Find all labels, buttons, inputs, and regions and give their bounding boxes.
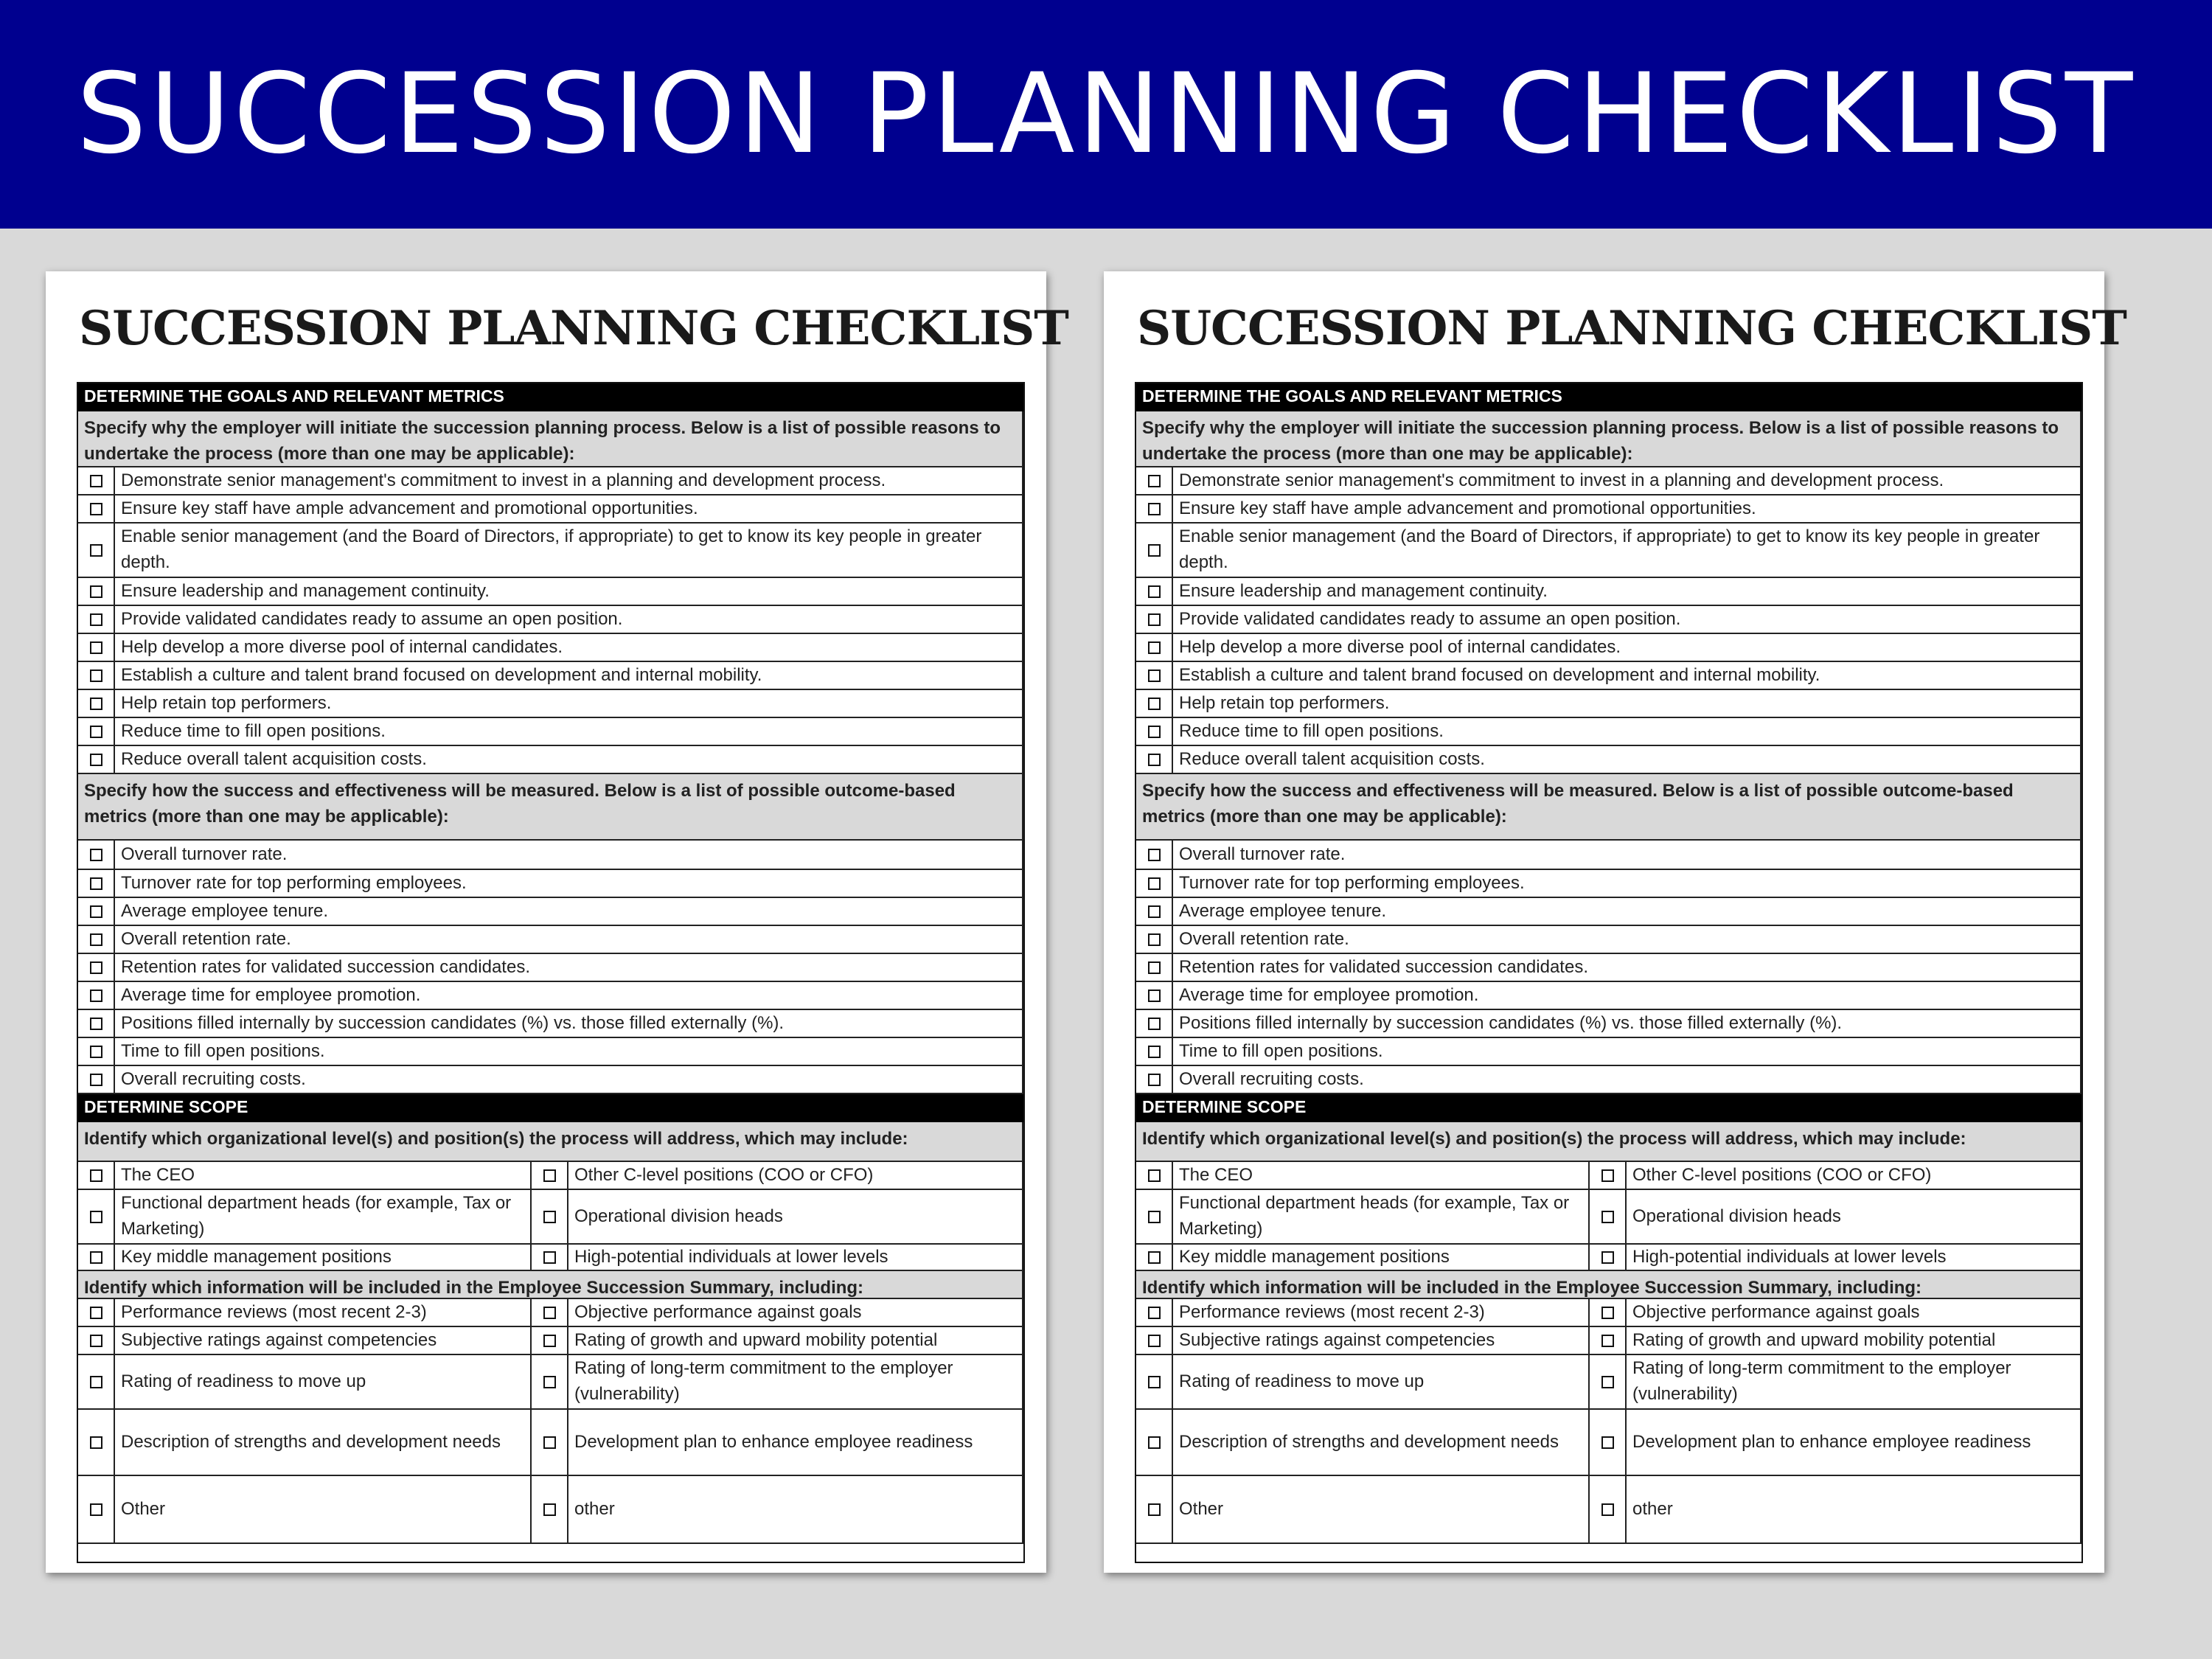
section-instructions: Specify why the employer will initiate the succession planning process. Below is a list of possible reasons to undertake the process (more than one may be applicable): <box>78 411 1023 467</box>
checkbox-icon[interactable] <box>543 1169 556 1182</box>
checkbox-cell[interactable] <box>532 1410 568 1476</box>
checkbox-cell[interactable] <box>1590 1162 1627 1190</box>
checkbox-icon[interactable] <box>90 1074 102 1086</box>
section-header: DETERMINE THE GOALS AND RELEVANT METRICS <box>1136 383 2081 411</box>
section-header: DETERMINE SCOPE <box>78 1094 1023 1122</box>
checklist-item: Help develop a more diverse pool of internal candidates. <box>1173 634 2081 662</box>
checkbox-cell[interactable] <box>78 1190 115 1245</box>
checkbox-icon[interactable] <box>1148 1074 1161 1086</box>
checklist-item: Help retain top performers. <box>115 690 1023 718</box>
checklist-item: Overall turnover rate. <box>115 841 1023 870</box>
checkbox-icon[interactable] <box>1601 1307 1614 1319</box>
checkbox-icon[interactable] <box>90 503 102 515</box>
checkbox-cell[interactable] <box>532 1476 568 1544</box>
checklist-item: Retention rates for validated succession candidates. <box>1173 954 2081 982</box>
checklist-item: Enable senior management (and the Board of Directors, if appropriate) to get to know its key people in greater depth. <box>1173 524 2081 578</box>
checklist-item: Reduce overall talent acquisition costs. <box>1173 746 2081 774</box>
checkbox-icon[interactable] <box>90 641 102 654</box>
checkbox-cell[interactable] <box>532 1299 568 1327</box>
checkbox-cell[interactable] <box>78 1410 115 1476</box>
checkbox-icon[interactable] <box>1148 503 1161 515</box>
checkbox-icon[interactable] <box>90 990 102 1002</box>
checkbox-cell[interactable] <box>1136 606 1173 634</box>
checkbox-icon[interactable] <box>1148 1046 1161 1058</box>
banner-title: SUCCESSION PLANNING CHECKLIST <box>76 50 2136 178</box>
checkbox-cell[interactable] <box>1136 718 1173 746</box>
checkbox-cell[interactable] <box>1136 841 1173 870</box>
checklist-item: Turnover rate for top performing employees. <box>1173 870 2081 898</box>
checkbox-cell[interactable] <box>78 1010 115 1038</box>
checkbox-icon[interactable] <box>90 585 102 598</box>
checkbox-cell[interactable] <box>1136 662 1173 690</box>
checkbox-cell[interactable] <box>1136 467 1173 495</box>
checklist-item: Overall turnover rate. <box>1173 841 2081 870</box>
checkbox-cell[interactable] <box>1136 982 1173 1010</box>
checkbox-icon[interactable] <box>90 905 102 918</box>
checklist-item: Description of strengths and development needs <box>115 1410 532 1476</box>
checklist-item: Key middle management positions <box>115 1245 532 1271</box>
checkbox-icon[interactable] <box>543 1211 556 1223</box>
section-instructions: Identify which information will be included in the Employee Succession Summary, including: <box>1136 1271 2081 1299</box>
checkbox-cell[interactable] <box>1136 495 1173 524</box>
checklist-item: Functional department heads (for example, Tax or Marketing) <box>115 1190 532 1245</box>
checkbox-icon[interactable] <box>90 1307 102 1319</box>
checklist-item: Overall retention rate. <box>1173 926 2081 954</box>
checkbox-icon[interactable] <box>90 1376 102 1388</box>
checkbox-icon[interactable] <box>1601 1335 1614 1347</box>
checklist-item: Other C-level positions (COO or CFO) <box>1627 1162 2081 1190</box>
checklist-item: Reduce time to fill open positions. <box>1173 718 2081 746</box>
checklist-item: Overall recruiting costs. <box>1173 1066 2081 1094</box>
checklist-preview-left <box>46 271 1068 1573</box>
checkbox-icon[interactable] <box>1148 1018 1161 1030</box>
checkbox-icon[interactable] <box>1148 1376 1161 1388</box>
checklist-item: Performance reviews (most recent 2-3) <box>1173 1299 1590 1327</box>
section-instructions: Identify which information will be included in the Employee Succession Summary, including: <box>78 1271 1023 1299</box>
checkbox-icon[interactable] <box>1148 641 1161 654</box>
checklist-item: Objective performance against goals <box>1627 1299 2081 1327</box>
checkbox-cell[interactable] <box>78 982 115 1010</box>
checkbox-cell[interactable] <box>78 746 115 774</box>
checklist-item: Rating of growth and upward mobility potential <box>1627 1327 2081 1355</box>
section-instructions: Identify which organizational level(s) and position(s) the process will address, which may include: <box>1136 1122 2081 1162</box>
checklist-item: Subjective ratings against competencies <box>1173 1327 1590 1355</box>
checkbox-icon[interactable] <box>90 1335 102 1347</box>
checkbox-icon[interactable] <box>1148 961 1161 974</box>
checklist-item: Average time for employee promotion. <box>1173 982 2081 1010</box>
checkbox-icon[interactable] <box>1148 669 1161 682</box>
checkbox-icon[interactable] <box>1148 905 1161 918</box>
checkbox-cell[interactable] <box>1136 1355 1173 1410</box>
checklist-item: Key middle management positions <box>1173 1245 1590 1271</box>
checklist-table <box>77 382 1025 1563</box>
checkbox-cell[interactable] <box>78 1066 115 1094</box>
checkbox-cell[interactable] <box>1590 1190 1627 1245</box>
checklist-item: Rating of long-term commitment to the employer (vulnerability) <box>1627 1355 2081 1410</box>
checkbox-icon[interactable] <box>90 669 102 682</box>
checklist-item: Reduce overall talent acquisition costs. <box>115 746 1023 774</box>
checkbox-cell[interactable] <box>532 1190 568 1245</box>
checkbox-icon[interactable] <box>90 877 102 890</box>
checkbox-cell[interactable] <box>1136 1476 1173 1544</box>
checkbox-icon[interactable] <box>90 1436 102 1449</box>
checkbox-icon[interactable] <box>1601 1211 1614 1223</box>
checklist-item: High-potential individuals at lower levels <box>568 1245 1023 1271</box>
checkbox-cell[interactable] <box>78 606 115 634</box>
checkbox-cell[interactable] <box>1136 746 1173 774</box>
checkbox-icon[interactable] <box>90 1046 102 1058</box>
checkbox-icon[interactable] <box>1148 1436 1161 1449</box>
checkbox-cell[interactable] <box>1136 690 1173 718</box>
checkbox-icon[interactable] <box>1148 1211 1161 1223</box>
checklist-item: other <box>1627 1476 2081 1544</box>
checkbox-cell[interactable] <box>78 524 115 578</box>
checkbox-icon[interactable] <box>1148 475 1161 487</box>
checklist-item: Time to fill open positions. <box>115 1038 1023 1066</box>
checklist-item: Average time for employee promotion. <box>115 982 1023 1010</box>
section-instructions: Identify which organizational level(s) and position(s) the process will address, which may include: <box>78 1122 1023 1162</box>
checkbox-icon[interactable] <box>543 1436 556 1449</box>
checkbox-icon[interactable] <box>90 754 102 766</box>
checklist-item: Overall retention rate. <box>115 926 1023 954</box>
checkbox-icon[interactable] <box>1601 1436 1614 1449</box>
checkbox-icon[interactable] <box>90 849 102 861</box>
section-instructions: Specify why the employer will initiate the succession planning process. Below is a list of possible reasons to undertake the process (more than one may be applicable): <box>1136 411 2081 467</box>
checkbox-cell[interactable] <box>1136 1327 1173 1355</box>
checklist-item: Help develop a more diverse pool of internal candidates. <box>115 634 1023 662</box>
checkbox-cell[interactable] <box>1590 1327 1627 1355</box>
checklist-item: Provide validated candidates ready to assume an open position. <box>1173 606 2081 634</box>
checkbox-cell[interactable] <box>1590 1355 1627 1410</box>
checkbox-cell[interactable] <box>78 954 115 982</box>
checkbox-cell[interactable] <box>1136 1245 1173 1271</box>
checklist-item: The CEO <box>115 1162 532 1190</box>
checkbox-cell[interactable] <box>1136 1010 1173 1038</box>
checkbox-icon[interactable] <box>1148 990 1161 1002</box>
checkbox-icon[interactable] <box>90 726 102 738</box>
checklist-item: Demonstrate senior management's commitment to invest in a planning and development process. <box>115 467 1023 495</box>
checkbox-cell[interactable] <box>1136 926 1173 954</box>
checklist-item: Functional department heads (for example, Tax or Marketing) <box>1173 1190 1590 1245</box>
checklist-item: Reduce time to fill open positions. <box>115 718 1023 746</box>
checkbox-icon[interactable] <box>90 1169 102 1182</box>
checklist-preview-right <box>1104 271 2126 1573</box>
checkbox-cell[interactable] <box>78 1327 115 1355</box>
checklist-table <box>1135 382 2083 1563</box>
checklist-item: Ensure leadership and management continuity. <box>1173 578 2081 606</box>
checkbox-icon[interactable] <box>1148 1251 1161 1264</box>
checklist-item: Provide validated candidates ready to assume an open position. <box>115 606 1023 634</box>
checkbox-cell[interactable] <box>78 1476 115 1544</box>
checkbox-icon[interactable] <box>1148 585 1161 598</box>
checklist-item: Positions filled internally by succession candidates (%) vs. those filled externally (%). <box>1173 1010 2081 1038</box>
checkbox-cell[interactable] <box>1136 634 1173 662</box>
checkbox-icon[interactable] <box>1148 613 1161 626</box>
checkbox-cell[interactable] <box>1136 1190 1173 1245</box>
checkbox-cell[interactable] <box>78 1162 115 1190</box>
checkbox-cell[interactable] <box>1136 898 1173 926</box>
checklist-item: Operational division heads <box>1627 1190 2081 1245</box>
checklist-item: Establish a culture and talent brand focused on development and internal mobility. <box>1173 662 2081 690</box>
checkbox-cell[interactable] <box>1136 1162 1173 1190</box>
checkbox-cell[interactable] <box>78 1299 115 1327</box>
checkbox-cell[interactable] <box>78 578 115 606</box>
banner <box>0 0 2212 229</box>
checkbox-cell[interactable] <box>78 898 115 926</box>
checkbox-cell[interactable] <box>78 690 115 718</box>
checkbox-icon[interactable] <box>90 613 102 626</box>
checkbox-icon[interactable] <box>1148 698 1161 710</box>
checkbox-icon[interactable] <box>90 1503 102 1516</box>
checkbox-icon[interactable] <box>1601 1376 1614 1388</box>
checklist-item: Help retain top performers. <box>1173 690 2081 718</box>
checkbox-cell[interactable] <box>78 495 115 524</box>
checkbox-cell[interactable] <box>1590 1299 1627 1327</box>
checklist-item: Other C-level positions (COO or CFO) <box>568 1162 1023 1190</box>
checkbox-cell[interactable] <box>78 634 115 662</box>
checkbox-icon[interactable] <box>90 698 102 710</box>
checkbox-cell[interactable] <box>1136 954 1173 982</box>
checkbox-icon[interactable] <box>90 544 102 557</box>
checkbox-cell[interactable] <box>1136 524 1173 578</box>
checklist-item: Turnover rate for top performing employees. <box>115 870 1023 898</box>
doc-title: SUCCESSION PLANNING CHECKLIST <box>1137 301 2126 356</box>
checkbox-cell[interactable] <box>78 841 115 870</box>
checkbox-icon[interactable] <box>90 1251 102 1264</box>
checklist-item: Ensure leadership and management continuity. <box>115 578 1023 606</box>
checkbox-icon[interactable] <box>90 961 102 974</box>
checkbox-icon[interactable] <box>1148 1503 1161 1516</box>
checklist-item: Retention rates for validated succession candidates. <box>115 954 1023 982</box>
checkbox-icon[interactable] <box>1148 544 1161 557</box>
checkbox-icon[interactable] <box>1148 877 1161 890</box>
checkbox-cell[interactable] <box>1136 1299 1173 1327</box>
checklist-item: other <box>568 1476 1023 1544</box>
checklist-item: Enable senior management (and the Board of Directors, if appropriate) to get to know its key people in greater depth. <box>115 524 1023 578</box>
checkbox-icon[interactable] <box>543 1307 556 1319</box>
checkbox-cell[interactable] <box>1136 1410 1173 1476</box>
checkbox-icon[interactable] <box>1148 933 1161 946</box>
section-header: DETERMINE THE GOALS AND RELEVANT METRICS <box>78 383 1023 411</box>
checkbox-cell[interactable] <box>532 1327 568 1355</box>
checkbox-icon[interactable] <box>1148 754 1161 766</box>
doc-title: SUCCESSION PLANNING CHECKLIST <box>79 301 1068 356</box>
checklist-item: High-potential individuals at lower levels <box>1627 1245 2081 1271</box>
checkbox-cell[interactable] <box>78 926 115 954</box>
checkbox-icon[interactable] <box>1148 849 1161 861</box>
checklist-item: Demonstrate senior management's commitment to invest in a planning and development process. <box>1173 467 2081 495</box>
checkbox-cell[interactable] <box>78 1355 115 1410</box>
checklist-item: Ensure key staff have ample advancement and promotional opportunities. <box>115 495 1023 524</box>
section-header: DETERMINE SCOPE <box>1136 1094 2081 1122</box>
checklist-item: Overall recruiting costs. <box>115 1066 1023 1094</box>
checklist-item: The CEO <box>1173 1162 1590 1190</box>
checkbox-icon[interactable] <box>543 1376 556 1388</box>
checkbox-icon[interactable] <box>90 1018 102 1030</box>
checkbox-icon[interactable] <box>543 1251 556 1264</box>
checklist-item: Performance reviews (most recent 2-3) <box>115 1299 532 1327</box>
checklist-item: Positions filled internally by succession candidates (%) vs. those filled externally (%). <box>115 1010 1023 1038</box>
checkbox-cell[interactable] <box>78 718 115 746</box>
checkbox-icon[interactable] <box>90 1211 102 1223</box>
checklist-item: Average employee tenure. <box>115 898 1023 926</box>
checkbox-icon[interactable] <box>90 933 102 946</box>
checklist-item: Establish a culture and talent brand focused on development and internal mobility. <box>115 662 1023 690</box>
checklist-item: Rating of long-term commitment to the employer (vulnerability) <box>568 1355 1023 1410</box>
checkbox-cell[interactable] <box>1136 578 1173 606</box>
checkbox-cell[interactable] <box>532 1245 568 1271</box>
checkbox-cell[interactable] <box>78 662 115 690</box>
checkbox-cell[interactable] <box>78 870 115 898</box>
checkbox-cell[interactable] <box>1590 1410 1627 1476</box>
checklist-item: Objective performance against goals <box>568 1299 1023 1327</box>
checklist-item: Subjective ratings against competencies <box>115 1327 532 1355</box>
checklist-item: Rating of readiness to move up <box>115 1355 532 1410</box>
checkbox-icon[interactable] <box>1148 1169 1161 1182</box>
section-instructions: Specify how the success and effectiveness will be measured. Below is a list of possible outcome-based metrics (more than one may be applicable): <box>78 774 1023 841</box>
checkbox-icon[interactable] <box>1601 1251 1614 1264</box>
checkbox-cell[interactable] <box>1590 1245 1627 1271</box>
checklist-item: Operational division heads <box>568 1190 1023 1245</box>
checklist-item: Rating of growth and upward mobility potential <box>568 1327 1023 1355</box>
checkbox-icon[interactable] <box>1601 1503 1614 1516</box>
checkbox-icon[interactable] <box>1148 1307 1161 1319</box>
checklist-item: Rating of readiness to move up <box>1173 1355 1590 1410</box>
checkbox-cell[interactable] <box>1136 1066 1173 1094</box>
checklist-item: Ensure key staff have ample advancement and promotional opportunities. <box>1173 495 2081 524</box>
checkbox-icon[interactable] <box>1148 726 1161 738</box>
checkbox-icon[interactable] <box>1148 1335 1161 1347</box>
checkbox-icon[interactable] <box>543 1335 556 1347</box>
checklist-item: Average employee tenure. <box>1173 898 2081 926</box>
checkbox-icon[interactable] <box>543 1503 556 1516</box>
checklist-item: Other <box>115 1476 532 1544</box>
checklist-item: Time to fill open positions. <box>1173 1038 2081 1066</box>
checklist-item: Development plan to enhance employee readiness <box>568 1410 1023 1476</box>
checklist-item: Other <box>1173 1476 1590 1544</box>
checkbox-cell[interactable] <box>532 1355 568 1410</box>
checkbox-cell[interactable] <box>1590 1476 1627 1544</box>
checkbox-cell[interactable] <box>1136 1038 1173 1066</box>
checkbox-cell[interactable] <box>532 1162 568 1190</box>
checkbox-icon[interactable] <box>90 475 102 487</box>
section-instructions: Specify how the success and effectiveness will be measured. Below is a list of possible outcome-based metrics (more than one may be applicable): <box>1136 774 2081 841</box>
checklist-item: Development plan to enhance employee readiness <box>1627 1410 2081 1476</box>
checkbox-cell[interactable] <box>78 467 115 495</box>
checkbox-cell[interactable] <box>78 1245 115 1271</box>
checklist-item: Description of strengths and development needs <box>1173 1410 1590 1476</box>
checkbox-cell[interactable] <box>1136 870 1173 898</box>
checkbox-icon[interactable] <box>1601 1169 1614 1182</box>
checkbox-cell[interactable] <box>78 1038 115 1066</box>
